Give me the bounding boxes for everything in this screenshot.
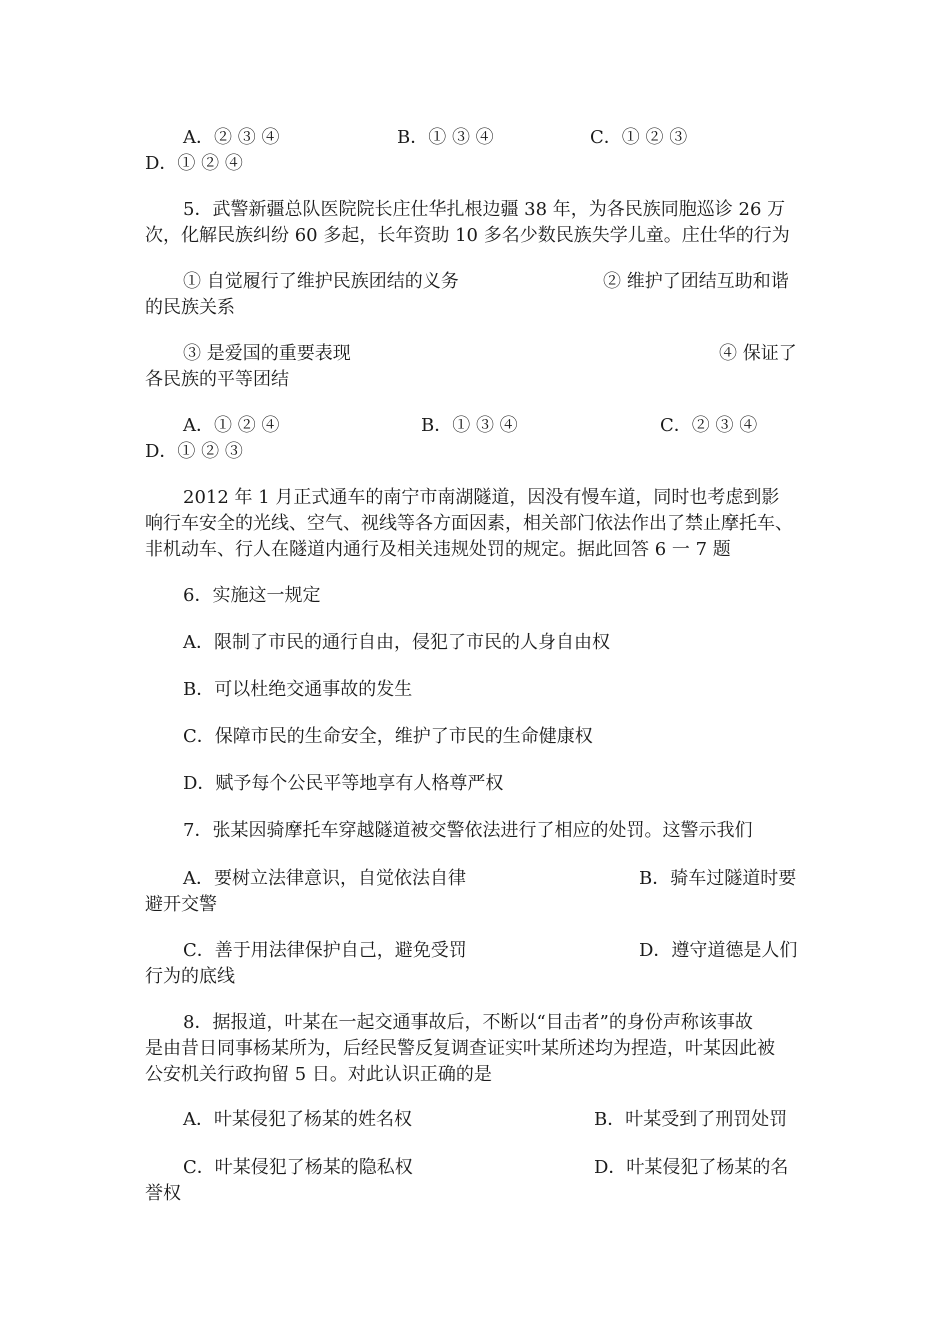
q7-stem: 7．张某因骑摩托车穿越隧道被交警依法进行了相应的处罚。这警示我们 <box>183 820 753 841</box>
q5-option-c: C．② ③ ④ <box>660 415 758 436</box>
q5-option-d: D．① ② ③ <box>145 441 243 462</box>
q5-option-b: B．① ③ ④ <box>421 415 518 436</box>
q6-option-b: B．可以杜绝交通事故的发生 <box>183 679 413 700</box>
q8-stem-line1: 8．据报道，叶某在一起交通事故后，不断以“目击者”的身份声称该事故 <box>183 1012 753 1033</box>
q6-option-a: A．限制了市民的通行自由，侵犯了市民的人身自由权 <box>183 632 610 653</box>
q7-option-d: D．遵守道德是人们 <box>639 940 798 961</box>
q5-item4: ④ 保证了 <box>719 343 797 364</box>
q5-item1: ① 自觉履行了维护民族团结的义务 <box>183 271 459 292</box>
q8-stem-line3: 公安机关行政拘留 5 日。对此认识正确的是 <box>145 1064 492 1085</box>
q8-option-b: B．叶某受到了刑罚处罚 <box>594 1109 788 1130</box>
q5-option-a: A．① ② ④ <box>183 415 280 436</box>
q5-item4-cont: 各民族的平等团结 <box>145 369 289 390</box>
q7-option-b-cont: 避开交警 <box>145 894 217 915</box>
q5-item2-cont: 的民族关系 <box>145 297 235 318</box>
q8-option-c: C．叶某侵犯了杨某的隐私权 <box>183 1157 413 1178</box>
q5-item3: ③ 是爱国的重要表现 <box>183 343 351 364</box>
q5-stem-line2: 次，化解民族纠纷 60 多起，长年资助 10 多名少数民族失学儿童。庄仕华的行为 <box>145 225 790 246</box>
q4-option-c: C．① ② ③ <box>590 127 688 148</box>
q4-option-d: D．① ② ④ <box>145 153 243 174</box>
q8-option-d: D．叶某侵犯了杨某的名 <box>594 1157 789 1178</box>
q7-option-d-cont: 行为的底线 <box>145 966 235 987</box>
intro-line1: 2012 年 1 月正式通车的南宁市南湖隧道，因没有慢车道，同时也考虑到影 <box>183 487 780 508</box>
intro-line3: 非机动车、行人在隧道内通行及相关违规处罚的规定。据此回答 6 一 7 题 <box>145 539 731 560</box>
q6-stem: 6．实施这一规定 <box>183 585 321 606</box>
q7-option-b: B．骑车过隧道时要 <box>639 868 797 889</box>
q8-option-d-cont: 誉权 <box>145 1183 181 1204</box>
intro-line2: 响行车安全的光线、空气、视线等各方面因素，相关部门依法作出了禁止摩托车、 <box>145 513 793 534</box>
q6-option-c: C．保障市民的生命安全，维护了市民的生命健康权 <box>183 726 593 747</box>
q7-option-c: C．善于用法律保护自己，避免受罚 <box>183 940 467 961</box>
q4-option-b: B．① ③ ④ <box>397 127 494 148</box>
q8-option-a: A．叶某侵犯了杨某的姓名权 <box>183 1109 412 1130</box>
q5-stem-line1: 5．武警新疆总队医院院长庄仕华扎根边疆 38 年，为各民族同胞巡诊 26 万 <box>183 199 786 220</box>
q5-item2: ② 维护了团结互助和谐 <box>603 271 789 292</box>
q4-option-a: A．② ③ ④ <box>183 127 280 148</box>
q8-stem-line2: 是由昔日同事杨某所为，后经民警反复调查证实叶某所述均为捏造，叶某因此被 <box>145 1038 775 1059</box>
q6-option-d: D．赋予每个公民平等地享有人格尊严权 <box>183 773 504 794</box>
q7-option-a: A．要树立法律意识，自觉依法自律 <box>183 868 466 889</box>
